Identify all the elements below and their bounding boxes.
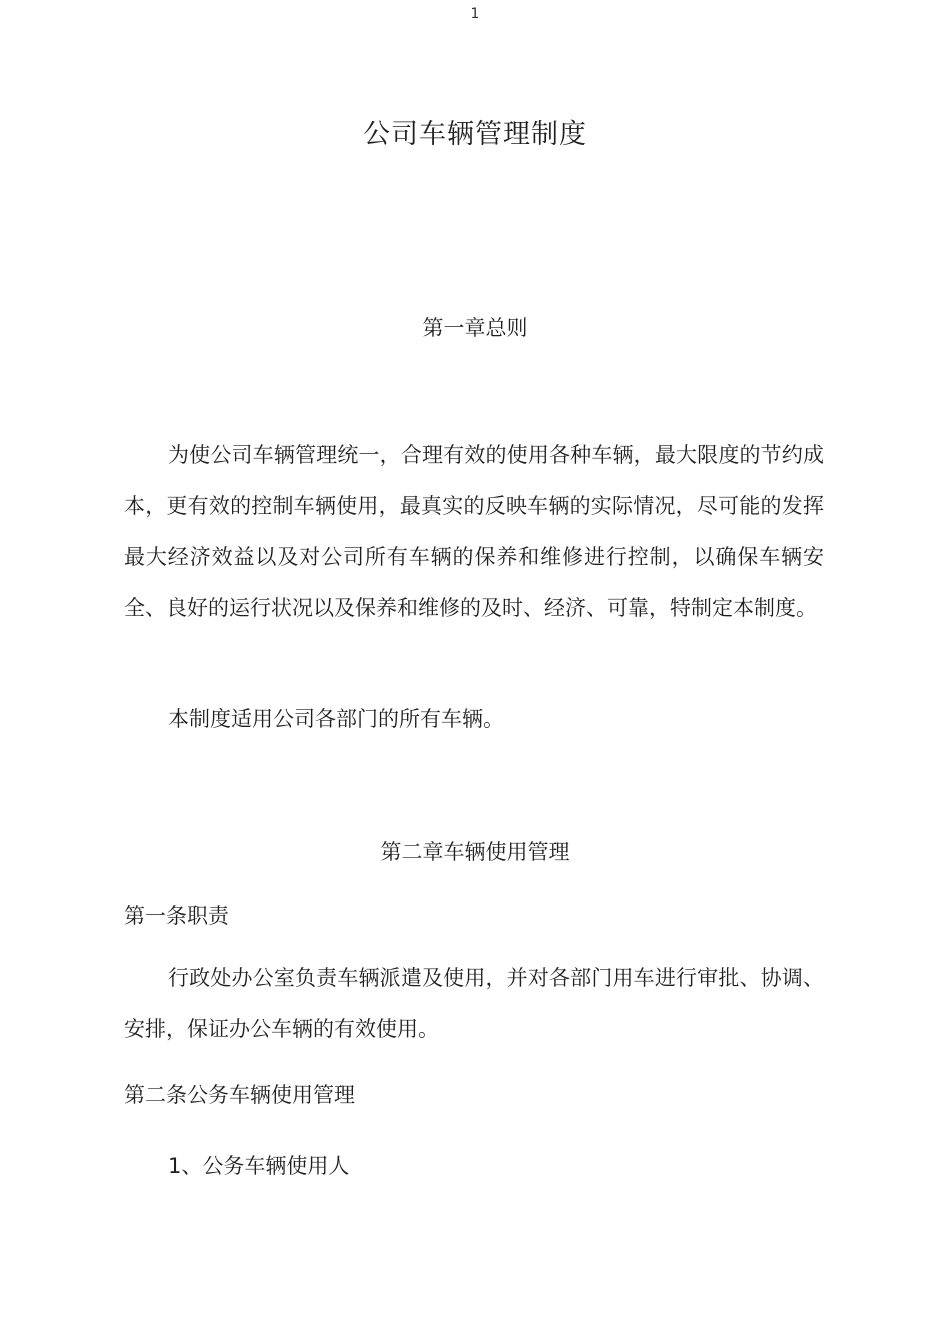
chapter-1-heading: 第一章总则 [422, 316, 528, 340]
document-title: 公司车辆管理制度 [363, 119, 587, 150]
article-1-heading: 第一条职责 [124, 904, 229, 928]
chapter-1-intro-paragraph: 为使公司车辆管理统一，合理有效的使用各种车辆，最大限度的节约成本，更有效的控制车辆使用，最真实的反映车辆的实际情况，尽可能的发挥最大经济效益以及对公司所有车辆的保养和维修进行控制，以确保车辆安全、良好的运行状况以及保养和维修的及时、经济、可靠，特制定本制度。 [124, 443, 824, 620]
chapter-1-scope-paragraph: 本制度适用公司各部门的所有车辆。 [168, 707, 504, 731]
article-2-list-item: 1、公务车辆使用人 [168, 1154, 350, 1178]
article-1-paragraph: 行政处办公室负责车辆派遣及使用，并对各部门用车进行审批、协调、安排，保证办公车辆的有效使用。 [124, 966, 824, 1041]
page-number: 1 [470, 6, 480, 22]
article-2-heading: 第二条公务车辆使用管理 [124, 1083, 355, 1107]
chapter-2-heading: 第二章车辆使用管理 [380, 840, 570, 864]
